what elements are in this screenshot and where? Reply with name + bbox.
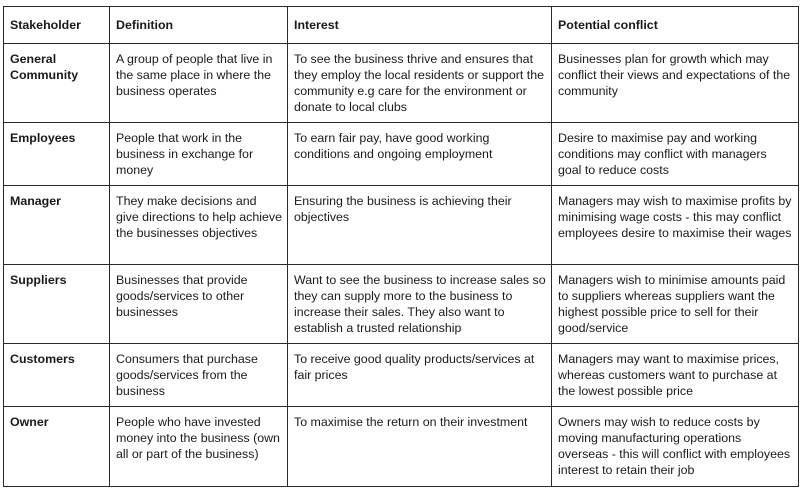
header-potential-conflict: Potential conflict xyxy=(552,7,799,44)
table-row xyxy=(4,344,799,407)
conflict-cell: Managers wish to minimise amounts paid to suppliers whereas suppliers want the highest possible price to sell for their good/service xyxy=(552,265,799,344)
header-interest: Interest xyxy=(288,7,552,44)
stakeholder-cell: Suppliers xyxy=(4,265,110,344)
definition-cell: People who have invested money into the business (own all or part of the business) xyxy=(110,407,288,487)
stakeholder-table xyxy=(3,6,799,487)
stakeholder-table-container xyxy=(3,6,799,487)
conflict-cell: Businesses plan for growth which may conflict their views and expectations of the community xyxy=(552,44,799,123)
table-row xyxy=(4,186,799,265)
interest-cell: To receive good quality products/services at fair prices xyxy=(288,344,552,407)
table-row xyxy=(4,123,799,186)
conflict-cell: Owners may wish to reduce costs by moving manufacturing operations overseas - this will conflict with employees interest to retain their job xyxy=(552,407,799,487)
stakeholder-cell: Customers xyxy=(4,344,110,407)
definition-cell: People that work in the business in exchange for money xyxy=(110,123,288,186)
conflict-cell: Managers may wish to maximise profits by minimising wage costs - this may conflict employees desire to maximise their wages xyxy=(552,186,799,265)
conflict-cell: Managers may want to maximise prices, whereas customers want to purchase at the lowest possible price xyxy=(552,344,799,407)
table-row xyxy=(4,44,799,123)
table-row xyxy=(4,265,799,344)
conflict-cell: Desire to maximise pay and working conditions may conflict with managers goal to reduce costs xyxy=(552,123,799,186)
interest-cell: Want to see the business to increase sales so they can supply more to the business to increase their sales. They also want to establish a trusted relationship xyxy=(288,265,552,344)
stakeholder-cell: General Community xyxy=(4,44,110,123)
interest-cell: To maximise the return on their investment xyxy=(288,407,552,487)
definition-cell: Consumers that purchase goods/services from the business xyxy=(110,344,288,407)
stakeholder-cell: Manager xyxy=(4,186,110,265)
table-header-row xyxy=(4,7,799,44)
table-row xyxy=(4,407,799,487)
definition-cell: Businesses that provide goods/services to other businesses xyxy=(110,265,288,344)
definition-cell: They make decisions and give directions to help achieve the businesses objectives xyxy=(110,186,288,265)
header-stakeholder: Stakeholder xyxy=(4,7,110,44)
header-definition: Definition xyxy=(110,7,288,44)
interest-cell: To earn fair pay, have good working conditions and ongoing employment xyxy=(288,123,552,186)
interest-cell: Ensuring the business is achieving their objectives xyxy=(288,186,552,265)
interest-cell: To see the business thrive and ensures that they employ the local residents or support the community e.g care for the environment or donate to local clubs xyxy=(288,44,552,123)
definition-cell: A group of people that live in the same place in where the business operates xyxy=(110,44,288,123)
stakeholder-cell: Owner xyxy=(4,407,110,487)
stakeholder-cell: Employees xyxy=(4,123,110,186)
